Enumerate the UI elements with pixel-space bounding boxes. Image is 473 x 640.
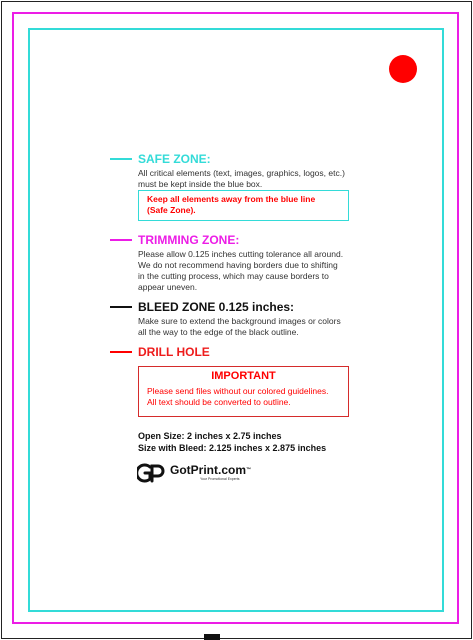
drill-hole-header <box>110 345 210 359</box>
gotprint-logo-icon <box>137 461 167 485</box>
safe-zone-note-box <box>138 190 349 221</box>
trimming-zone-header <box>110 233 343 247</box>
logo-name-text: GotPrint.com <box>170 463 247 477</box>
trimming-zone-line-2: We do not recommend having borders due to shifting <box>138 260 338 270</box>
logo-tagline: Your Promotional Experts <box>200 477 240 481</box>
trimming-zone-line-3: in the cutting process, which may cause borders to <box>138 271 329 281</box>
trimming-zone-title: TRIMMING ZONE: <box>138 233 240 247</box>
logo-trademark: ™ <box>246 467 252 473</box>
important-line-1: Please send files without our colored guidelines. <box>147 386 329 396</box>
logo-name <box>170 463 251 477</box>
trimming-zone-line-1: Please allow 0.125 inches cutting tolerance all around. <box>138 249 344 259</box>
trimming-zone-legend <box>110 233 343 293</box>
trimming-zone-swatch <box>110 239 132 241</box>
bleed-zone-swatch <box>110 306 132 308</box>
important-notice-box <box>138 366 349 417</box>
safe-zone-line-2: must be kept inside the blue box. <box>138 179 263 189</box>
safe-zone-description <box>138 168 345 190</box>
safe-note-line-1: Keep all elements away from the blue line <box>147 194 316 204</box>
bleed-zone-title: BLEED ZONE 0.125 inches: <box>138 300 295 314</box>
logo-text <box>170 463 251 481</box>
bleed-zone-header <box>110 300 341 314</box>
bleed-size-text: Size with Bleed: 2.125 inches x 2.875 inches <box>138 442 327 453</box>
bleed-zone-legend <box>110 300 341 338</box>
important-line-2: All text should be converted to outline. <box>147 397 291 407</box>
bleed-zone-line-2: all the way to the edge of the black outline. <box>138 327 299 337</box>
trimming-zone-line-4: appear uneven. <box>138 282 198 292</box>
bleed-zone-line-1: Make sure to extend the background images or colors <box>138 316 341 326</box>
safe-zone-header <box>110 152 345 166</box>
drill-hole-title: DRILL HOLE <box>138 345 210 359</box>
safe-zone-legend <box>110 152 345 190</box>
safe-zone-swatch <box>110 158 132 160</box>
bleed-zone-description <box>138 316 341 338</box>
gotprint-logo <box>137 461 251 485</box>
open-size-text: Open Size: 2 inches x 2.75 inches <box>138 431 282 441</box>
safe-zone-line-1: All critical elements (text, images, graphics, logos, etc.) <box>138 168 345 178</box>
safe-zone-title: SAFE ZONE: <box>138 152 211 166</box>
size-info <box>138 431 326 454</box>
trimming-zone-description <box>138 249 343 293</box>
bottom-tab-marker <box>204 634 220 640</box>
drill-hole-legend <box>110 345 210 359</box>
drill-hole-marker <box>389 55 417 83</box>
safe-note-line-2: (Safe Zone). <box>147 205 196 215</box>
important-title: IMPORTANT <box>211 370 276 382</box>
drill-hole-swatch <box>110 351 132 353</box>
